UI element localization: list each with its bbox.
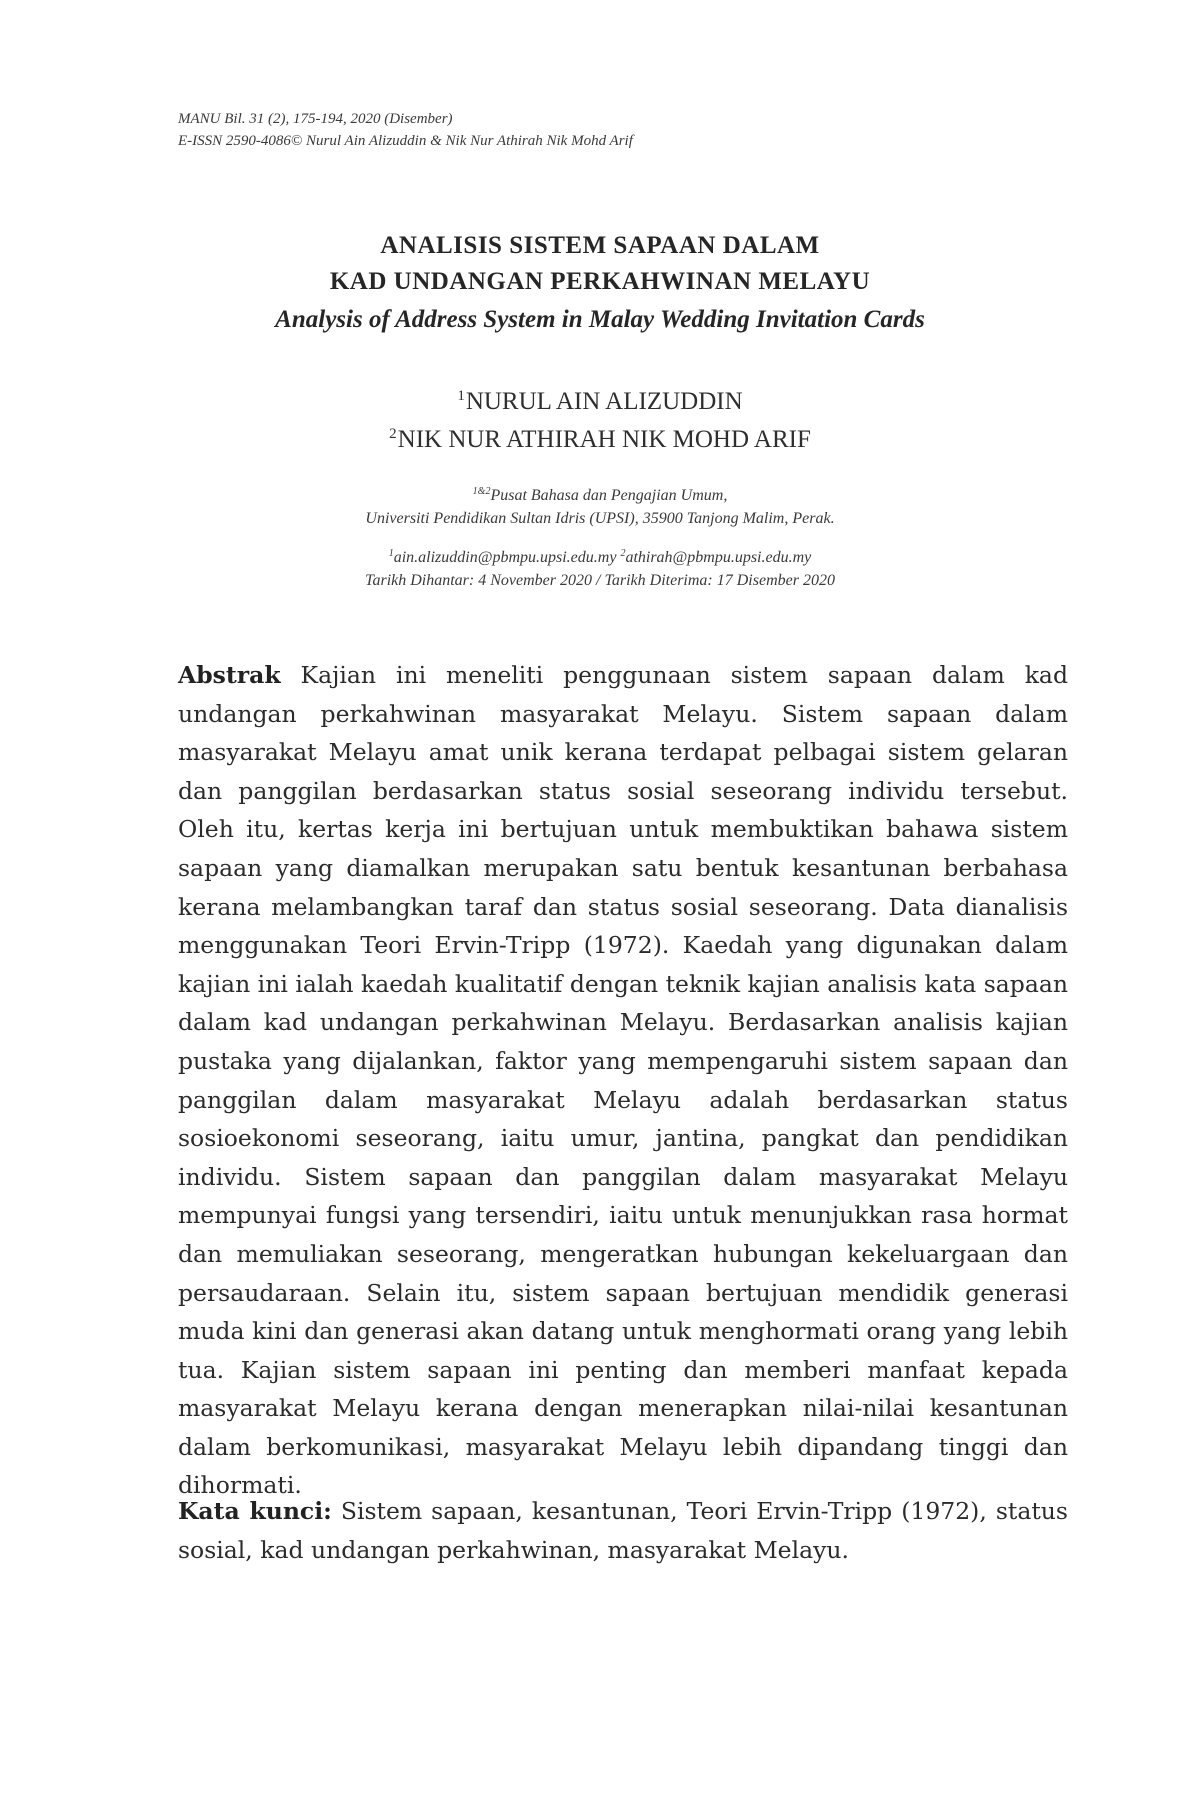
title-english: Analysis of Address System in Malay Wedding Invitation Cards <box>275 306 925 333</box>
keywords-text: Sistem sapaan, kesantunan, Teori Ervin-Tripp (1972), status sosial, kad undangan perkahwinan, masyarakat Melayu. <box>178 1497 1068 1564</box>
keywords-paragraph <box>178 1492 1068 1569</box>
author-2-sup: 2 <box>389 426 397 442</box>
issn-copyright: E-ISSN 2590-4086© Nurul Ain Alizuddin & Nik Nur Athirah Nik Mohd Arif <box>178 133 633 149</box>
author-1-name: NURUL AIN ALIZUDDIN <box>465 388 743 415</box>
journal-header <box>178 108 633 152</box>
title-malay-line1: ANALISIS SISTEM SAPAAN DALAM <box>380 232 820 259</box>
email-2: athirah@pbmpu.upsi.edu.my <box>625 549 812 566</box>
author-2-name: NIK NUR ATHIRAH NIK MOHD ARIF <box>397 426 811 453</box>
affiliation-line2: Universiti Pendidikan Sultan Idris (UPSI), 35900 Tanjong Malim, Perak. <box>365 510 835 527</box>
title-block <box>0 228 1200 340</box>
author-1 <box>0 380 1200 418</box>
journal-citation: MANU Bil. 31 (2), 175-194, 2020 (Disember) <box>178 111 453 127</box>
abstract-label: Abstrak <box>178 661 281 689</box>
author-1-sup: 1 <box>457 388 465 404</box>
author-2 <box>0 418 1200 456</box>
abstract-paragraph <box>178 656 1068 1505</box>
title-malay-line2: KAD UNDANGAN PERKAHWINAN MELAYU <box>329 268 871 295</box>
affiliation-line1: $^{1\&2}$Pusat Bahasa dan Pengajian Umum, <box>472 486 728 504</box>
abstract-text: Kajian ini meneliti penggunaan sistem sapaan dalam kad undangan perkahwinan masyarakat Melayu. Sistem sapaan dalam masyarakat Melayu amat unik kerana terdapat pelbagai sistem gelaran dan panggilan berdasarkan status sosial seseorang individu tersebut. Oleh itu, kertas kerja ini bertujuan untuk membuktikan bahawa sistem sapaan yang diamalkan merupakan satu bentuk kesantunan berbahasa kerana melambangkan taraf dan status sosial seseorang. Data dianalisis menggunakan Teori Ervin-Tripp (1972). Kaedah yang digunakan dalam kajian ini ialah kaedah kualitatif dengan teknik kajian analisis kata sapaan dalam kad undangan perkahwinan Melayu. Berdasarkan analisis kajian pustaka yang dijalankan, faktor yang mempengaruhi sistem sapaan dan panggilan dalam masyarakat Melayu adalah berdasarkan status sosioekonomi seseorang, iaitu umur, jantina, pangkat dan pendidikan individu. Sistem sapaan dan panggilan dalam masyarakat Melayu mempunyai fungsi yang tersendiri, iaitu untuk menunjukkan rasa hormat dan memuliakan seseorang, mengeratkan hubungan kekeluargaan dan persaudaraan. Selain itu, sistem sapaan bertujuan mendidik generasi muda kini dan generasi akan datang untuk menghormati orang yang lebih tua. Kajian sistem sapaan ini penting dan memberi manfaat kepada masyarakat Melayu kerana dengan menerapkan nilai-nilai kesantunan dalam berkomunikasi, masyarakat Melayu lebih dipandang tinggi dan dihormati. <box>178 661 1068 1500</box>
affiliation-sup: 1&2 <box>472 486 491 497</box>
email-line: $^1$ain.alizuddin@pbmpu.upsi.edu.my $^2$athirah@pbmpu.upsi.edu.my <box>388 548 812 566</box>
email-1: ain.alizuddin@pbmpu.upsi.edu.my <box>393 549 617 566</box>
affiliation-block <box>0 480 1200 592</box>
keywords-label: Kata kunci: <box>178 1497 332 1525</box>
author-list <box>0 380 1200 456</box>
submission-dates: Tarikh Dihantar: 4 November 2020 / Tarikh Diterima: 17 Disember 2020 <box>365 572 835 589</box>
